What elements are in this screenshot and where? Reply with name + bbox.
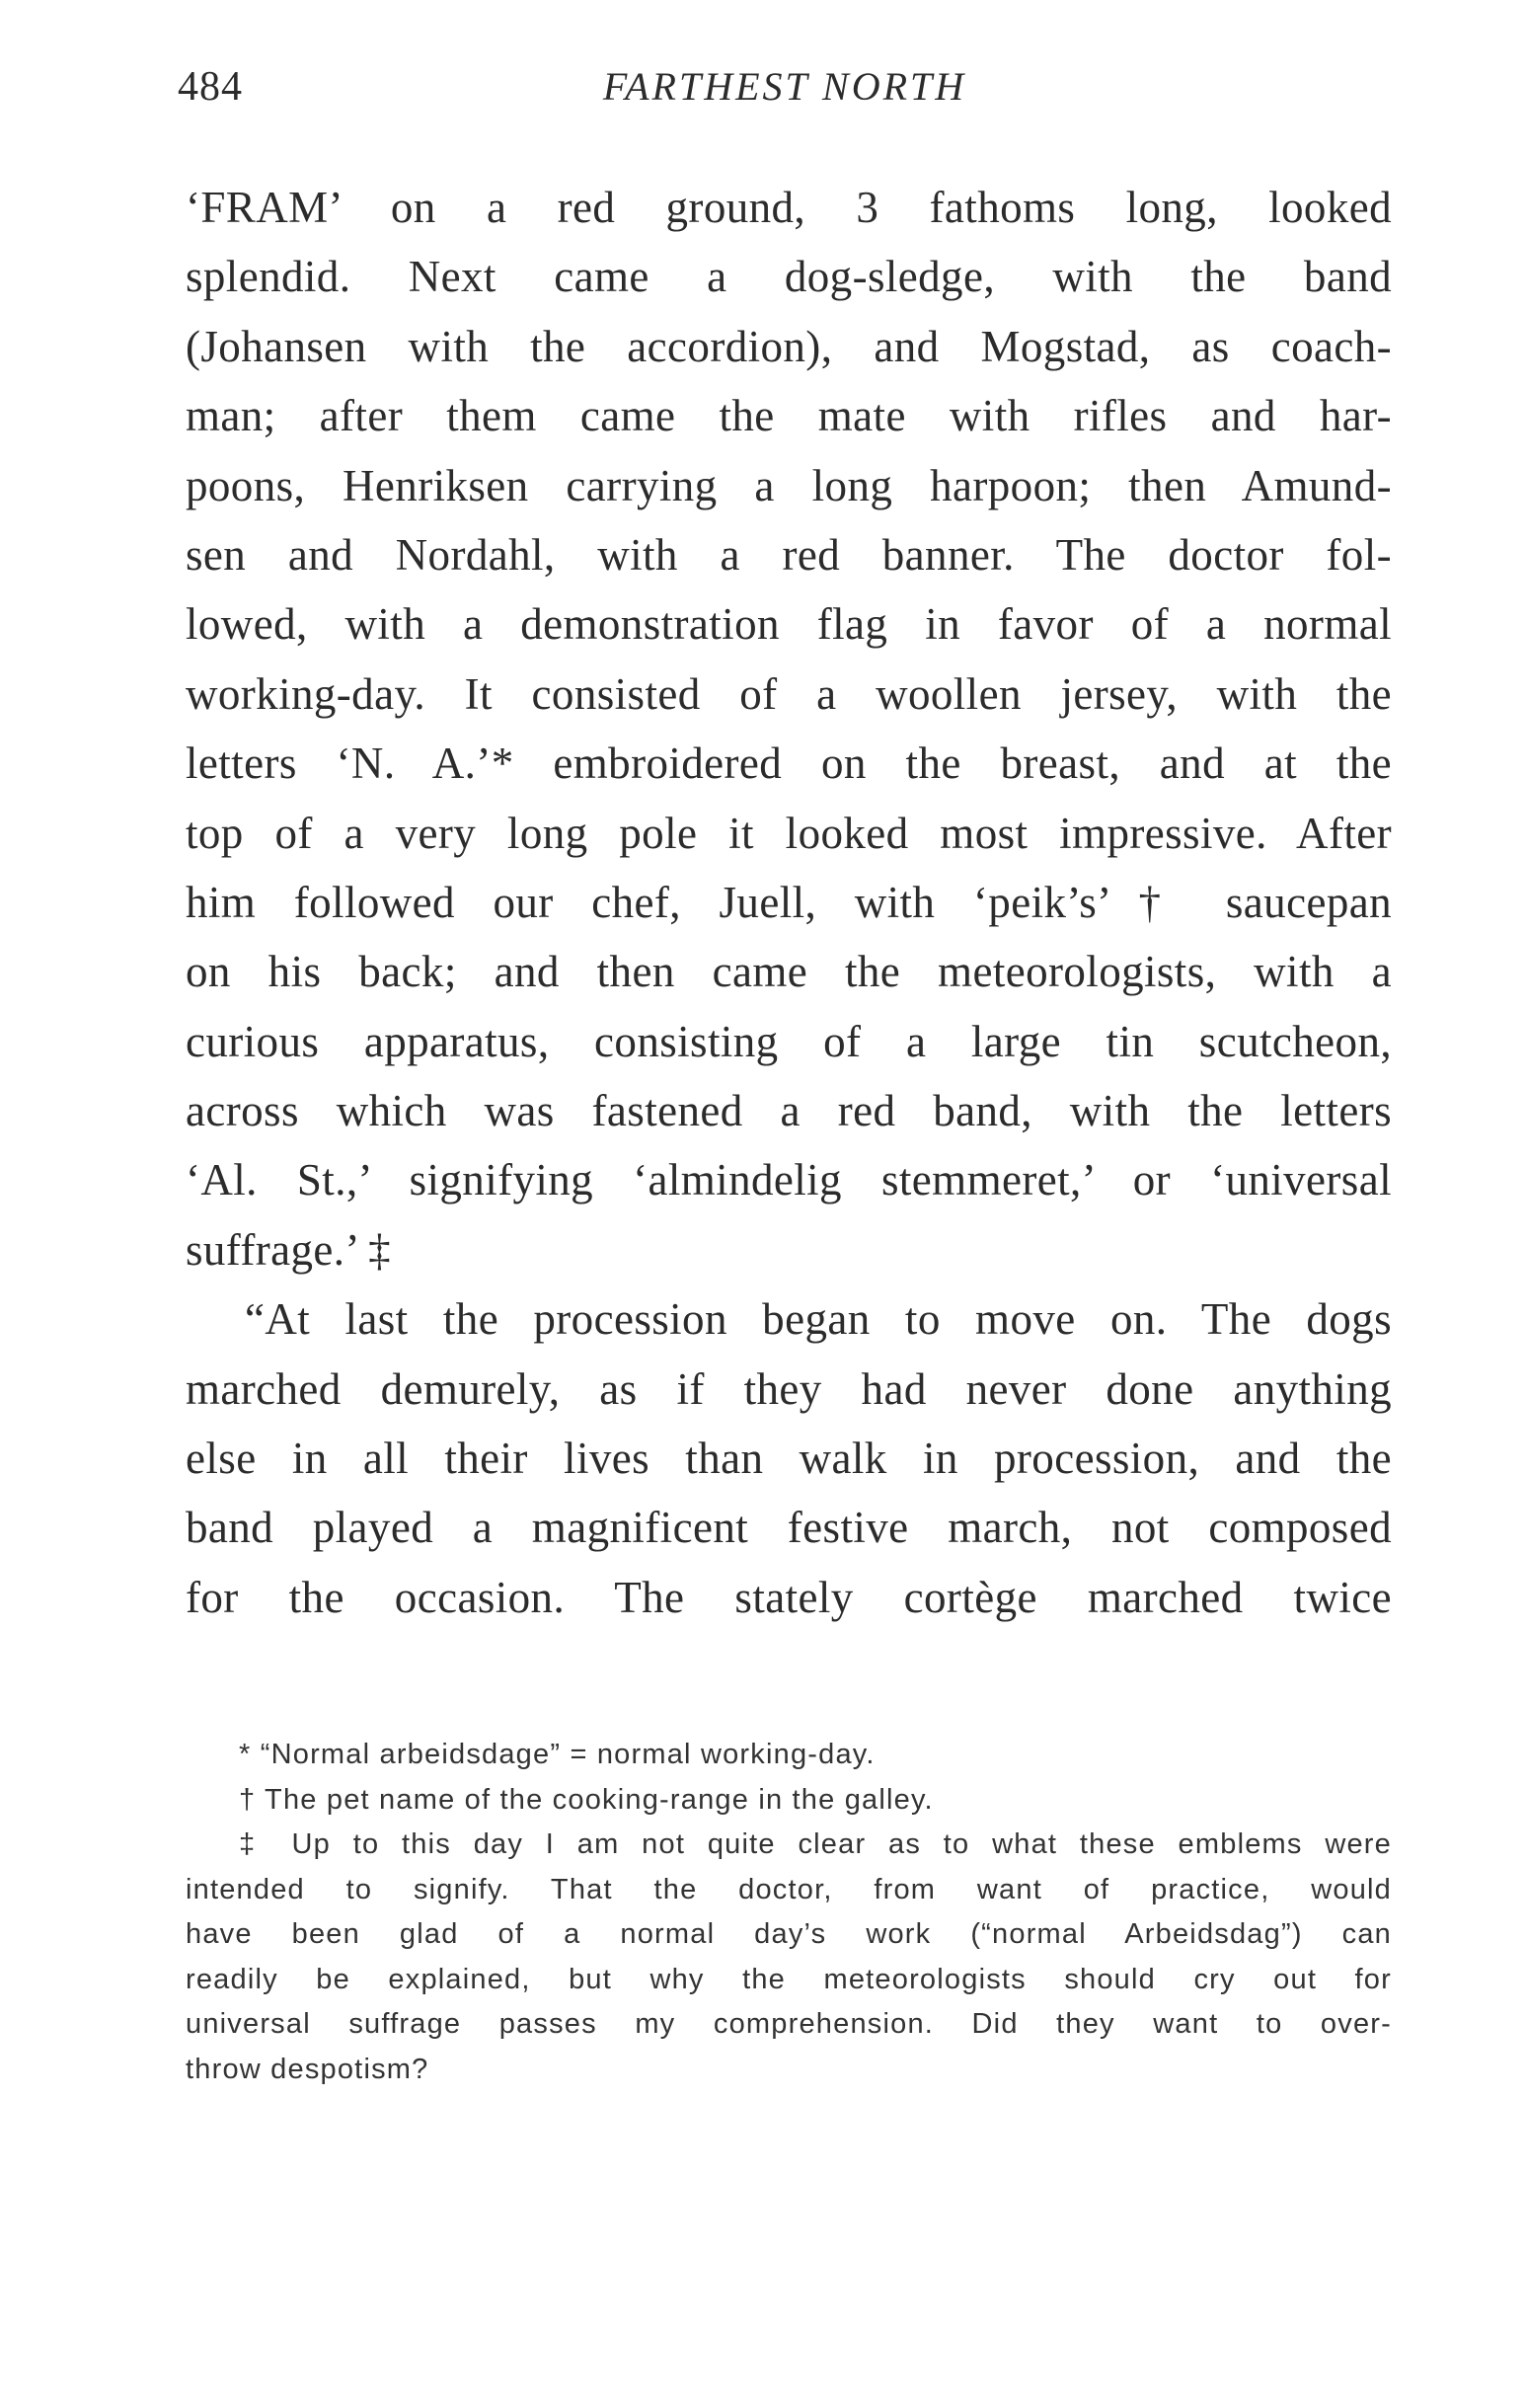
body-line: for the occasion. The stately cortège marched twice — [186, 1572, 1392, 1622]
body-line: ‘Al. St.,’ signifying ‘almindelig stemmeret,’ or ‘universal — [186, 1155, 1392, 1205]
body-line: man; after them came the mate with rifles and har- — [186, 391, 1392, 441]
body-line: across which was fastened a red band, with the letters — [186, 1086, 1392, 1136]
footnote-line: universal suffrage passes my comprehension. Did they want to over- — [186, 2008, 1392, 2040]
footnote-line: intended to signify. That the doctor, from want of practice, would — [186, 1873, 1392, 1905]
body-line: lowed, with a demonstration flag in favor of a normal — [186, 599, 1392, 650]
body-line: ‘FRAM’ on a red ground, 3 fathoms long, looked — [186, 183, 1392, 232]
body-line: (Johansen with the accordion), and Mogstad, as coach- — [186, 321, 1392, 371]
body-line: else in all their lives than walk in procession, and the — [186, 1434, 1392, 1484]
body-line: band played a magnificent festive march, not composed — [186, 1503, 1392, 1553]
body-line: suffrage.’ ‡ — [186, 1224, 392, 1275]
body-line: on his back; and then came the meteorologists, with a — [186, 947, 1392, 997]
body-line: curious apparatus, consisting of a large tin scutcheon, — [186, 1016, 1392, 1066]
footnote-line: throw despotism? — [186, 2053, 429, 2085]
body-line: him followed our chef, Juell, with ‘peik’s’† saucepan — [186, 877, 1392, 927]
body-line: working-day. It consisted of a woollen jersey, with the — [186, 668, 1392, 719]
body-text — [186, 173, 1392, 1632]
body-line: splendid. Next came a dog-sledge, with the band — [186, 252, 1392, 302]
body-line: marched demurely, as if they had never done anything — [186, 1363, 1392, 1414]
body-line: poons, Henriksen carrying a long harpoon; then Amund- — [186, 460, 1392, 510]
page-number: 484 — [178, 64, 243, 110]
running-title: FARTHEST NORTH — [602, 64, 967, 109]
body-line: top of a very long pole it looked most impressive. After — [186, 808, 1392, 858]
footnote-line: have been glad of a normal day’s work (“normal Arbeidsdag”) can — [186, 1918, 1392, 1950]
footnotes — [186, 1733, 1392, 2092]
body-line: letters ‘N. A.’* embroidered on the breast, and at the — [186, 738, 1392, 789]
body-line: “At last the procession began to move on. The dogs — [245, 1294, 1392, 1345]
footnote-line: ‡ Up to this day I am not quite clear as to what these emblems were — [239, 1828, 1392, 1860]
body-line: sen and Nordahl, with a red banner. The doctor fol- — [186, 529, 1392, 580]
footnote-line: readily be explained, but why the meteorologists should cry out for — [186, 1963, 1392, 1995]
footnote-line: * “Normal arbeidsdage” = normal working-day. — [239, 1739, 876, 1770]
footnote-line: † The pet name of the cooking-range in the galley. — [239, 1783, 934, 1816]
running-head — [178, 63, 1392, 132]
